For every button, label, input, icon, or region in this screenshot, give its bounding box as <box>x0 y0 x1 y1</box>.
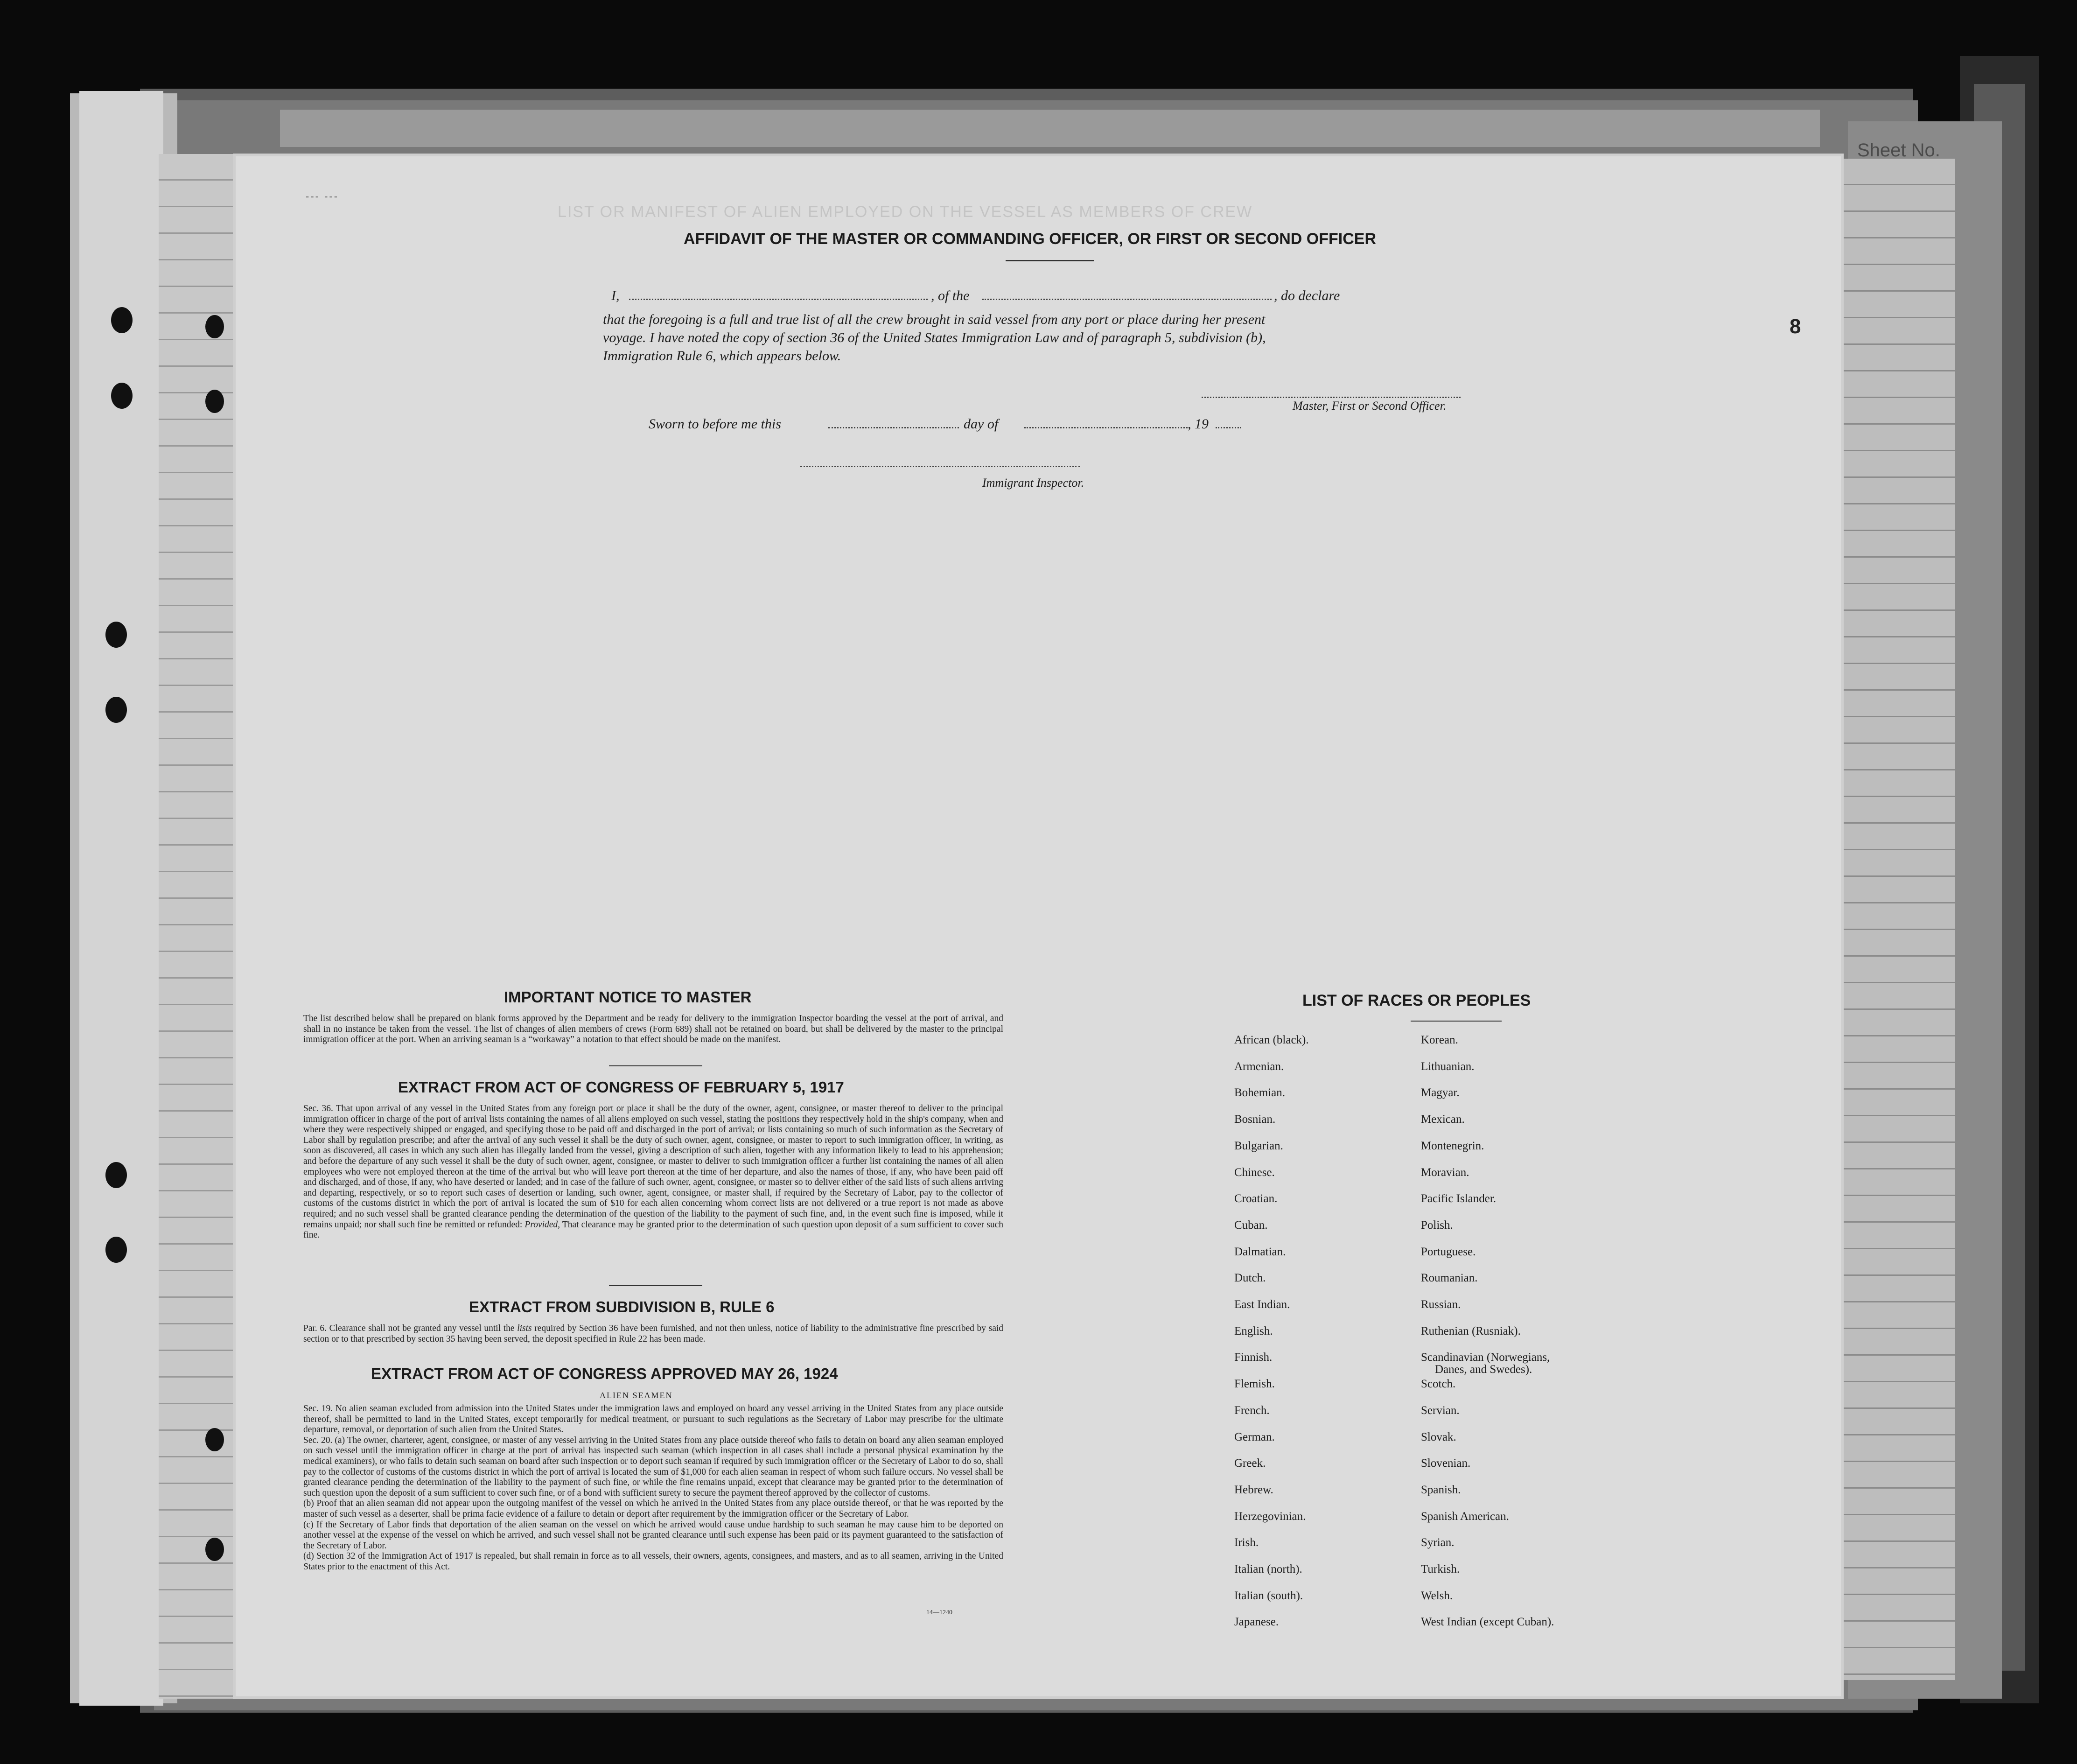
races-title: LIST OF RACES OR PEOPLES <box>1302 992 1531 1009</box>
section-36-text: Sec. 36. That upon arrival of any vessel in the United States from any foreign port or place it shall be the duty of the owner, agent, consignee, or master thereof to deliver to the principal immigration officer in charge of the port of arrival lists containing the names of all aliens employed on such vessel, stating the positions they respectively hold in the ship's company, when and where they were respectively shipped or engaged, and specifying those to be paid off and discharged in the port of arrival; or lists containing so much of such information as the Secretary of Labor shall by regulation prescribe; and after the arrival of any such vessel it shall be the duty of such owner, agent, consignee, or master to report to such immigration officer, in writing, as soon as discovered, all cases in which any such alien has illegally landed from the vessel, giving a description of such alien, together with any information likely to lead to his apprehension; and before the departure of any such vessel it shall be the duty of such owner, agent, consignee, or master to deliver to such immigration officer a further list containing the names of all alien employees who were not employed thereon at the time of the arrival but who will leave port thereon at the time of her departure, and also the names of those, if any, who have been paid off and discharged, and of those, if any, who have deserted or landed; and in case of the failure of such owner, agent, consignee, or master so to deliver either of the said lists of such aliens arriving and departing, respectively, or so to report such cases of desertion or landing, such owner, agent, consignee, or master shall, if required by the Secretary of Labor, pay to the collector of customs of the customs district in which the port of arrival is located the sum of $10 for each alien concerning whom correct lists are not delivered or a true report is not made as above required; and no such vessel shall be granted clearance pending the determination of the question of the liability to the payment of such fine, and, in the event such fine is imposed, while it remains unpaid; nor shall such fine be remitted or refunded: <box>303 1104 1003 1230</box>
affidavit-line-4: Immigration Rule 6, which appears below. <box>603 348 841 364</box>
title-divider <box>1006 260 1094 261</box>
affidavit-declare-label: , do declare <box>1274 288 1340 303</box>
race-item: Finnish. <box>1234 1351 1273 1364</box>
race-item: Magyar. <box>1421 1086 1460 1099</box>
race-item: Slovak. <box>1421 1430 1456 1443</box>
section-20d-text: (d) Section 32 of the Immigration Act of 1917 is repealed, but shall remain in force as to all vessels, their owners, agents, consignees, and masters, and as to all seamen, arriving in the United States prior to the enactment of this Act. <box>303 1551 1003 1572</box>
race-item: Moravian. <box>1421 1166 1469 1179</box>
sworn-day-field[interactable] <box>828 427 959 428</box>
race-item: Pacific Islander. <box>1421 1192 1497 1205</box>
affidavit-i-label: I, <box>611 288 620 303</box>
form-number: 14—1240 <box>926 1609 952 1616</box>
race-item: Croatian. <box>1234 1192 1278 1205</box>
race-item: Spanish. <box>1421 1483 1461 1496</box>
master-signature-label: Master, First or Second Officer. <box>1293 399 1447 413</box>
race-item: Russian. <box>1421 1298 1461 1311</box>
race-item: Flemish. <box>1234 1378 1275 1391</box>
binder-hole-icon <box>105 1162 127 1188</box>
page-number: 8 <box>1790 315 1801 338</box>
race-item: Italian (north). <box>1234 1563 1302 1575</box>
race-item: Slovenian. <box>1421 1457 1471 1470</box>
rule6-lists-word: lists <box>517 1323 532 1333</box>
race-item: Roumanian. <box>1421 1272 1478 1285</box>
race-item: Portuguese. <box>1421 1245 1476 1258</box>
background-page-strip <box>280 110 1820 147</box>
section-19-text: Sec. 19. No alien seaman excluded from admission into the United States under the immigration laws and employed on board any vessel arriving in the United States from any place outside thereof, shall be permitted to land in the United States, except temporarily for medical treatment, or pursuant to such regulations as the Secretary of Labor may prescribe for the ultimate departure, removal, or deportation of such alien from the United States. <box>303 1404 1003 1435</box>
race-item: Japanese. <box>1234 1616 1279 1629</box>
race-item: French. <box>1234 1404 1270 1417</box>
inspector-signature-field[interactable] <box>800 466 1080 467</box>
binder-hole-icon <box>105 622 127 648</box>
race-item: Ruthenian (Rusniak). <box>1421 1324 1521 1337</box>
race-item: Italian (south). <box>1234 1589 1303 1602</box>
vessel-name-field[interactable] <box>982 299 1272 300</box>
race-item: Cuban. <box>1234 1218 1268 1232</box>
race-item: Servian. <box>1421 1404 1460 1417</box>
section-divider <box>609 1065 702 1066</box>
section-20a-text: Sec. 20. (a) The owner, charterer, agent, consignee, or master of any vessel arriving in the United States from any place outside thereof who fails to detain on board any alien seaman employed on such vessel until the immigration officer in charge at the port of arrival has inspected such seaman (which inspection in all cases shall include a personal physical examination by the medical examiners), or who fails to detain such seaman on board after such inspection or to deport such seaman if required by such immigration officer or the Secretary of Labor to do so, shall pay to the collector of customs of the customs district in which the port of arrival is located the sum of $1,000 for each alien seaman in respect of whom such failure occurs. No vessel shall be granted clearance pending the determination of the liability to the payment of such fine, or while the fine remains unpaid, except that clearance may be granted prior to the determination of such question upon the deposit of a sum sufficient to cover such fine, or of a bond with sufficient surety to secure the payment thereof approved by the collector of customs. <box>303 1435 1003 1498</box>
race-item: West Indian (except Cuban). <box>1421 1616 1554 1629</box>
rule6-text-part-2: required by Section 36 have been furnished, and not then unless, notice of liability to the administrative fine prescribed by said section or to that prescribed by section 35 having been served, the deposit specified in Rule 22 has been made. <box>303 1323 1004 1344</box>
race-item: Syrian. <box>1421 1536 1455 1549</box>
sworn-before-label: Sworn to before me this <box>649 416 781 432</box>
bleed-sheet-label: Sheet No. <box>1857 140 1940 161</box>
extract-1924-title: EXTRACT FROM ACT OF CONGRESS APPROVED MAY 26, 1924 <box>371 1365 838 1382</box>
sworn-year-field[interactable] <box>1216 427 1241 428</box>
extract-1924-text <box>303 1404 1003 1573</box>
binder-hole-icon <box>205 390 224 413</box>
affidavit-title: AFFIDAVIT OF THE MASTER OR COMMANDING OFFICER, OR FIRST OR SECOND OFFICER <box>684 230 1376 248</box>
notice-text: The list described below shall be prepared on blank forms approved by the Department and be ready for delivery to the immigration Inspector boarding the vessel at the port of arrival, and shall in no instance be taken from the vessel. The list of changes of alien members of crews (Form 689) shall not be retained on board, but shall be delivered by the master to the principal immigration officer at the port. When an arriving seaman is a “workaway” a notation to that effect should be made on the manifest. <box>303 1014 1003 1045</box>
race-item: Hebrew. <box>1234 1483 1273 1496</box>
alien-seamen-subtitle: ALIEN SEAMEN <box>600 1391 673 1400</box>
race-item: Montenegrin. <box>1421 1139 1484 1152</box>
race-item: Dutch. <box>1234 1272 1266 1285</box>
race-item: Korean. <box>1421 1034 1458 1046</box>
binder-hole-icon <box>205 1428 224 1451</box>
race-item: Chinese. <box>1234 1166 1275 1179</box>
right-ruled-sheet <box>1834 159 1955 1680</box>
sworn-month-field[interactable] <box>1024 427 1188 428</box>
binder-hole-icon <box>205 1538 224 1561</box>
race-item: German. <box>1234 1430 1275 1443</box>
affidavit-line-2: that the foregoing is a full and true list of all the crew brought in said vessel from any port or place during her present <box>603 312 1266 327</box>
race-item: East Indian. <box>1234 1298 1290 1311</box>
bleed-through-title: LIST OR MANIFEST OF ALIEN EMPLOYED ON THE VESSEL AS MEMBERS OF CREW <box>558 203 1253 221</box>
race-item: Turkish. <box>1421 1563 1460 1575</box>
affidavit-of-the-label: , of the <box>931 288 970 303</box>
race-item: Polish. <box>1421 1218 1453 1232</box>
race-item: Armenian. <box>1234 1060 1284 1073</box>
race-item: English. <box>1234 1324 1273 1337</box>
inspector-label: Immigrant Inspector. <box>982 476 1084 490</box>
top-left-mark: --- --- <box>306 190 339 202</box>
races-column-1 <box>1234 1034 1416 1636</box>
race-item: Mexican. <box>1421 1113 1465 1126</box>
race-item: Dalmatian. <box>1234 1245 1286 1258</box>
binder-hole-icon <box>105 1237 127 1263</box>
race-item: Spanish American. <box>1421 1510 1509 1523</box>
race-item: Bulgarian. <box>1234 1139 1283 1152</box>
races-column-2 <box>1421 1034 1682 1636</box>
rule6-text-part-1: Par. 6. Clearance shall not be granted any vessel until the <box>303 1323 515 1333</box>
left-page-strip <box>79 91 163 1706</box>
race-item: Welsh. <box>1421 1589 1453 1602</box>
race-item: Bosnian. <box>1234 1113 1276 1126</box>
race-item: Herzegovinian. <box>1234 1510 1306 1523</box>
officer-name-field[interactable] <box>629 299 928 300</box>
binder-hole-icon <box>205 315 224 338</box>
races-divider <box>1411 1021 1502 1022</box>
proviso-text: That clearance may be granted prior to the determination of such question upon deposit of a sum sufficient to cover such fine. <box>303 1219 1003 1240</box>
proviso-label: Provided, <box>524 1219 560 1230</box>
binder-hole-icon <box>111 307 133 333</box>
race-item: Greek. <box>1234 1457 1266 1470</box>
race-item: Scandinavian (Norwegians, <box>1421 1351 1550 1364</box>
extract-1917-text <box>303 1104 1003 1241</box>
binder-hole-icon <box>105 697 127 723</box>
race-item: Scotch. <box>1421 1378 1456 1391</box>
left-ruled-sheet <box>159 154 243 1699</box>
extract-rule6-text <box>303 1323 1003 1344</box>
section-20c-text: (c) If the Secretary of Labor finds that deportation of the alien seaman on the vessel on which he arrived would cause undue hardship to such seaman he may cause him to be deported on another vessel at the expense of the vessel on which he arrived, and such vessel shall not be granted clearance until such expense has been paid or its payment guaranteed to the satisfaction of the Secretary of Labor. <box>303 1519 1003 1551</box>
master-signature-field[interactable] <box>1202 397 1461 398</box>
section-20b-text: (b) Proof that an alien seaman did not appear upon the outgoing manifest of the vessel on which he arrived in the United States from any place outside thereof, or that he was reported by the master of such vessel as a deserter, shall be prima facie evidence of a failure to detain or deport after requirement by the immigration officer or the Secretary of Labor. <box>303 1498 1003 1519</box>
race-item: African (black). <box>1234 1034 1309 1046</box>
race-item: Lithuanian. <box>1421 1060 1475 1073</box>
affidavit-document <box>236 156 1841 1696</box>
race-item: Bohemian. <box>1234 1086 1286 1099</box>
notice-title: IMPORTANT NOTICE TO MASTER <box>504 988 752 1006</box>
extract-rule6-title: EXTRACT FROM SUBDIVISION B, RULE 6 <box>469 1298 775 1316</box>
year-label: , 19 <box>1188 416 1209 432</box>
section-divider <box>609 1285 702 1286</box>
race-item-continuation: Danes, and Swedes). <box>1435 1363 1532 1376</box>
affidavit-line-3: voyage. I have noted the copy of section 36 of the United States Immigration Law and of paragraph 5, subdivision (b), <box>603 330 1266 345</box>
day-of-label: day of <box>964 416 999 432</box>
binder-hole-icon <box>111 383 133 409</box>
extract-1917-title: EXTRACT FROM ACT OF CONGRESS OF FEBRUARY 5, 1917 <box>398 1078 844 1096</box>
race-item: Irish. <box>1234 1536 1259 1549</box>
